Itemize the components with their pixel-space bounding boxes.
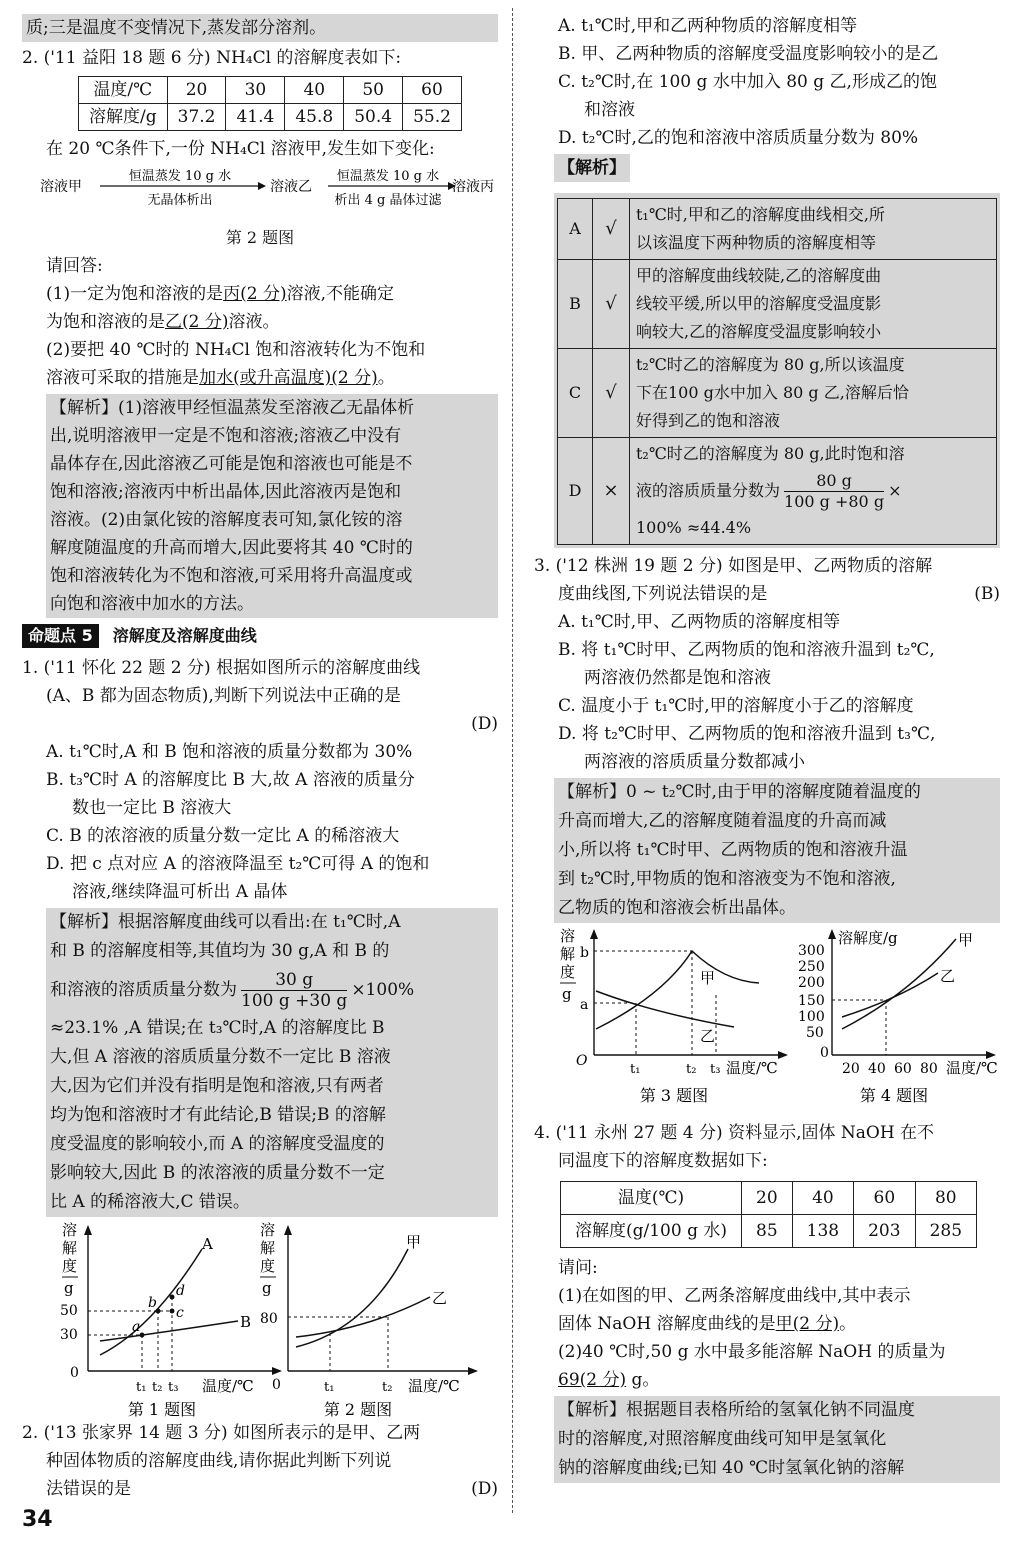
arrowhead-icon: [284, 1225, 292, 1235]
answer-blank: 乙(2 分): [165, 312, 229, 332]
y-tick: 150: [798, 993, 825, 1009]
svg-text:g: g: [64, 1279, 74, 1297]
y-tick: 80: [260, 1311, 278, 1327]
page-number: 34: [22, 1507, 53, 1532]
column-divider: [512, 8, 513, 1513]
svg-text:a: a: [132, 1319, 141, 1335]
flow-node-a: 溶液甲: [40, 179, 82, 195]
q1-option-d: D. 把 c 点对应 A 的溶液降温至 t₂℃可得 A 的饱和: [46, 854, 430, 874]
q4-answer-2: 69(2 分) g。: [558, 1370, 660, 1390]
q4-stem: 4. ('11 永州 27 题 4 分) 资料显示,固体 NaOH 在不: [534, 1123, 935, 1143]
x-tick: 40: [868, 1061, 886, 1077]
point-c: [170, 1309, 175, 1314]
figures-row: [534, 925, 1000, 1119]
arrowhead-icon: [468, 1367, 478, 1375]
figure-caption: 第 2 题图: [225, 228, 295, 247]
fraction: $\frac{30 g}{100 g +30 g}$: [241, 969, 348, 1011]
q4-stem: 同温度下的溶解度数据如下:: [558, 1151, 768, 1171]
q2a-explanation: 【解析】(1)溶液甲经恒温蒸发至溶液乙无晶体析 出,说明溶液甲一定是不饱和溶液;溶液乙中没有 晶体存在,因此溶液乙可能是饱和溶液也可能是不 饱和溶液;溶液丙中析出晶体,因此溶液丙是饱和 溶液。(2)由氯化铵的溶解度表可知,氯化铵的溶 解度随温度的升高而增大,因此要将其 40 ℃时的 饱和溶液转化为不饱和溶液,可采用将升高温度或 向饱和溶液中加水的方法。: [46, 394, 498, 618]
curve-jia-label: 甲: [406, 1233, 422, 1251]
q4-explanation: 【解析】根据题目表格所给的氢氧化钠不同温度 时的溶解度,对照溶解度曲线可知甲是氢氧化 钠的溶解度曲线;已知 40 ℃时氢氧化钠的溶解: [554, 1396, 1000, 1483]
q2a-condition: 在 20 ℃条件下,一份 NH₄Cl 溶液甲,发生如下变化:: [46, 139, 435, 159]
svg-text:b: b: [148, 1295, 157, 1311]
q1-option-b: 数也一定比 B 溶液大: [72, 798, 232, 818]
answer-blank: 甲(2 分): [775, 1314, 840, 1334]
x-tick: t₃: [710, 1062, 721, 1077]
curve-a-label: A: [202, 1235, 213, 1253]
q4-ask: 请问:: [558, 1258, 598, 1278]
table-row: C √ t₂℃时乙的溶解度为 80 g,所以该温度 下在100 g水中加入 80 g 乙,溶解后恰 好得到乙的饱和溶液: [558, 349, 997, 438]
table-row: B √ 甲的溶解度曲线较陡,乙的溶解度曲 线较平缓,所以甲的溶解度受温度影 响较大,乙的溶解度受温度影响较小: [558, 260, 997, 349]
curve-yi: [842, 973, 938, 1017]
figure-caption: 第 2 题图: [323, 1400, 393, 1419]
answer-blank: 加水(或升高温度)(2 分): [199, 368, 378, 388]
svg-text:度: 度: [260, 1257, 276, 1275]
point-d: [170, 1295, 175, 1300]
figure-1-chart: [52, 1219, 282, 1419]
y-tick: 50: [60, 1303, 78, 1319]
curve-jia: [596, 951, 759, 1029]
q1-option-b: B. t₃℃时 A 的溶解度比 B 大,故 A 溶液的质量分: [46, 770, 415, 790]
q3-stem: 度曲线图,下列说法错误的是 (B): [534, 580, 1000, 608]
q4-part1: (1)在如图的甲、乙两条溶解度曲线中,其中表示: [558, 1286, 911, 1306]
curve-yi: [596, 991, 734, 1027]
naoh-table: [560, 1181, 977, 1248]
q1-option-c: C. B 的浓溶液的质量分数一定比 A 的稀溶液大: [46, 826, 400, 846]
svg-text:度: 度: [62, 1257, 78, 1275]
q1-explanation: 【解析】根据溶解度曲线可以看出:在 t₁℃时,A 和 B 的溶解度相等,其值均为 30 g,A 和 B 的 和溶液的溶质质量分数为 $\frac{30 g}{100 g +30 g}$ ×100% ≈23.1% ,A 错误;在 t₃℃时,A 的溶解度比 B 大,但 A 溶液的溶质质量分数不一定比 B 溶液 大,因为它们并没有指明是饱和溶液,只有两者 均为饱和溶液时才有此结论,B 错误;B 的溶解 度受温度的影响较小,而 A 的溶解度受温度的 影响较大,因此 B 的浓溶液的质量分数不一定 比 A 的稀溶液大,C 错误。: [46, 908, 498, 1217]
arrowhead-icon: [590, 929, 598, 939]
table-row: A √ t₁℃时,甲和乙的溶解度曲线相交,所 以该温度下两种物质的溶解度相等: [558, 199, 997, 260]
q2b-option-d: D. t₂℃时,乙的饱和溶液中溶质质量分数为 80%: [558, 128, 919, 148]
left-column: [22, 12, 498, 1503]
figure-caption: 第 1 题图: [127, 1400, 197, 1419]
curve-b-label: B: [240, 1313, 252, 1331]
figures-row: [22, 1219, 498, 1419]
table-row: 溶解度/g 37.2 41.4 45.8 50.4 55.2: [79, 104, 462, 131]
x-axis-label: 温度/℃: [202, 1377, 254, 1395]
q1-option-a: A. t₁℃时,A 和 B 饱和溶液的质量分数都为 30%: [46, 742, 413, 762]
q2a-ask: 请回答:: [46, 256, 103, 276]
flow-arrow1-bottom: 无晶体析出: [147, 193, 213, 208]
q2b-option-c: 和溶液: [584, 100, 635, 120]
curve-b: [100, 1321, 238, 1341]
svg-text:c: c: [176, 1305, 184, 1321]
answer-blank: 丙(2 分): [223, 284, 287, 304]
y-tick: 100: [798, 1009, 825, 1025]
solution-table: [557, 198, 997, 545]
q1-answer: (D): [471, 714, 498, 734]
svg-text:解: 解: [260, 1239, 276, 1257]
nh4cl-table: [78, 76, 462, 131]
y-tick: 250: [798, 959, 825, 975]
figure-3-chart: [554, 925, 794, 1117]
y-tick: 30: [60, 1327, 78, 1343]
y-tick: 0: [272, 1377, 281, 1393]
q2a-answer-1: (1)一定为饱和溶液的是丙(2 分)溶液,不能确定: [46, 284, 394, 304]
q2b-stem: 法错误的是 (D): [22, 1475, 498, 1503]
arrowhead-icon: [778, 1051, 788, 1059]
x-tick: 20: [842, 1061, 860, 1077]
q2a-answer-2: 为饱和溶液的是乙(2 分)溶液。: [46, 312, 280, 332]
curve-jia: [842, 939, 956, 1029]
y-tick: 300: [798, 943, 825, 959]
curve-jia-label: 甲: [700, 969, 716, 987]
svg-text:溶: 溶: [62, 1221, 78, 1239]
flow-arrow1-top: 恒温蒸发 10 g 水: [128, 169, 232, 184]
table-row: 溶解度(g/100 g 水) 85 138 203 285: [561, 1215, 977, 1248]
x-tick: t₁: [630, 1062, 641, 1077]
y-tick: 50: [806, 1025, 824, 1041]
flow-diagram: [22, 163, 498, 215]
q3-option-b: B. 将 t₁℃时甲、乙两物质的饱和溶液升温到 t₂℃,: [558, 640, 935, 660]
arrowhead-icon: [258, 182, 266, 190]
y-tick: b: [580, 945, 589, 961]
answer-blank: 69(2 分): [558, 1370, 627, 1390]
x-tick: t₂: [382, 1380, 393, 1395]
curve-yi-label: 乙: [940, 967, 956, 985]
q3-option-d: D. 将 t₂℃时甲、乙两物质的饱和溶液升温到 t₃℃,: [558, 724, 936, 744]
curve-yi-label: 乙: [432, 1289, 448, 1307]
table-row: D × t₂℃时乙的溶解度为 80 g,此时饱和溶 液的溶质质量分数为 $\frac{80 g}{100 g +80 g}$ × 100% ≈44.4%: [558, 438, 997, 545]
q2b-option-c: C. t₂℃时,在 100 g 水中加入 80 g 乙,形成乙的饱: [558, 72, 937, 92]
svg-text:溶: 溶: [260, 1221, 276, 1239]
table-row: 温度(℃) 20 40 60 80: [561, 1182, 977, 1215]
section-title: 溶解度及溶解度曲线: [112, 626, 257, 645]
solution-box: [554, 193, 1000, 548]
q2a-stem: 2. ('11 益阳 18 题 6 分) NH₄Cl 的溶解度表如下:: [22, 48, 402, 68]
figure-caption: 第 4 题图: [859, 1086, 929, 1105]
y-tick: 0: [820, 1045, 829, 1061]
q3-explanation: 【解析】0 ~ t₂℃时,由于甲的溶解度随着温度的 升高而增大,乙的溶解度随着温度的升高而减 小,所以将 t₁℃时甲、乙两物质的饱和溶液升温 到 t₂℃时,甲物质的饱和溶液变为不饱和溶液, 乙物质的饱和溶液会析出晶体。: [554, 778, 1000, 923]
q4-answer-1: 固体 NaOH 溶解度曲线的是甲(2 分)。: [558, 1314, 857, 1334]
figure-caption: 第 3 题图: [639, 1086, 709, 1105]
q3-option-c: C. 温度小于 t₁℃时,甲的溶解度小于乙的溶解度: [558, 696, 914, 716]
q3-stem: 3. ('12 株洲 19 题 2 分) 如图是甲、乙两物质的溶解: [534, 556, 933, 576]
q1-option-d: 溶液,继续降温可析出 A 晶体: [72, 882, 288, 902]
curve-jia: [296, 1249, 408, 1347]
flow-node-b: 溶液乙: [270, 179, 312, 195]
q2b-stem: 2. ('13 张家界 14 题 3 分) 如图所表示的是甲、乙两: [22, 1423, 421, 1443]
svg-text:g: g: [262, 1279, 272, 1297]
fraction: $\frac{80 g}{100 g +80 g}$: [784, 470, 885, 511]
section-badge: 命题点 5: [22, 624, 99, 648]
svg-text:解: 解: [560, 945, 576, 963]
flow-arrow2-top: 恒温蒸发 10 g 水: [336, 169, 440, 184]
curve-yi-label: 乙: [700, 1027, 716, 1045]
flow-arrow2-bottom: 析出 4 g 晶体过滤: [334, 193, 442, 208]
explanation-tag: 【解析】: [554, 154, 630, 182]
x-tick: 60: [894, 1061, 912, 1077]
x-axis-label: 温度/℃: [726, 1059, 778, 1077]
q3-option-d: 两溶液的溶质质量分数都减小: [584, 752, 805, 772]
q1-stem: (A、B 都为固态物质),判断下列说法中正确的是: [46, 686, 401, 706]
chart-title: 溶解度/g: [838, 929, 898, 947]
arrowhead-icon: [84, 1225, 92, 1235]
q2b-answer: (D): [471, 1479, 498, 1499]
y-tick: a: [580, 997, 589, 1013]
x-tick: t₂: [686, 1062, 697, 1077]
y-tick: O: [576, 1053, 588, 1069]
y-tick: 0: [70, 1365, 79, 1381]
arrowhead-icon: [828, 929, 836, 939]
svg-text:解: 解: [62, 1239, 78, 1257]
figure-4-chart: [788, 925, 1000, 1117]
svg-text:度: 度: [560, 963, 576, 981]
svg-text:d: d: [176, 1283, 185, 1299]
q3-option-b: 两溶液仍然都是饱和溶液: [584, 668, 771, 688]
arrowhead-icon: [986, 1051, 996, 1059]
figure-2-chart: [258, 1219, 478, 1419]
section-header: [22, 622, 498, 650]
x-tick: t₃: [168, 1380, 179, 1395]
q2b-option-a: A. t₁℃时,甲和乙两种物质的溶解度相等: [558, 16, 858, 36]
x-tick: t₁: [136, 1380, 147, 1395]
x-tick: 80: [920, 1061, 938, 1077]
prev-explanation-end: 质;三是温度不变情况下,蒸发部分溶剂。: [22, 14, 498, 42]
q3-option-a: A. t₁℃时,甲、乙两物质的溶解度相等: [558, 612, 841, 632]
svg-text:g: g: [562, 985, 572, 1003]
x-tick: t₁: [324, 1380, 335, 1395]
curve-jia-label: 甲: [958, 931, 974, 949]
q2a-answer-3: 溶液可采取的措施是加水(或升高温度)(2 分)。: [46, 368, 395, 388]
q2b-stem: 种固体物质的溶解度曲线,请你据此判断下列说: [46, 1451, 392, 1471]
flow-node-c: 溶液丙: [452, 179, 494, 195]
q1-stem: 1. ('11 怀化 22 题 2 分) 根据如图所示的溶解度曲线: [22, 658, 421, 678]
svg-text:溶: 溶: [560, 927, 576, 945]
x-tick: t₂: [152, 1380, 163, 1395]
right-column: [534, 12, 1000, 1485]
y-tick: 200: [798, 975, 825, 991]
table-row: 温度/℃ 20 30 40 50 60: [79, 77, 462, 104]
x-axis-label: 温度/℃: [408, 1377, 460, 1395]
q2b-option-b: B. 甲、乙两种物质的溶解度受温度影响较小的是乙: [558, 44, 939, 64]
q3-answer: (B): [974, 584, 1000, 604]
q4-part2: (2)40 ℃时,50 g 水中最多能溶解 NaOH 的质量为: [558, 1342, 946, 1362]
x-axis-label: 温度/℃: [946, 1059, 998, 1077]
q2a-part2: (2)要把 40 ℃时的 NH₄Cl 饱和溶液转化为不饱和: [46, 340, 426, 360]
